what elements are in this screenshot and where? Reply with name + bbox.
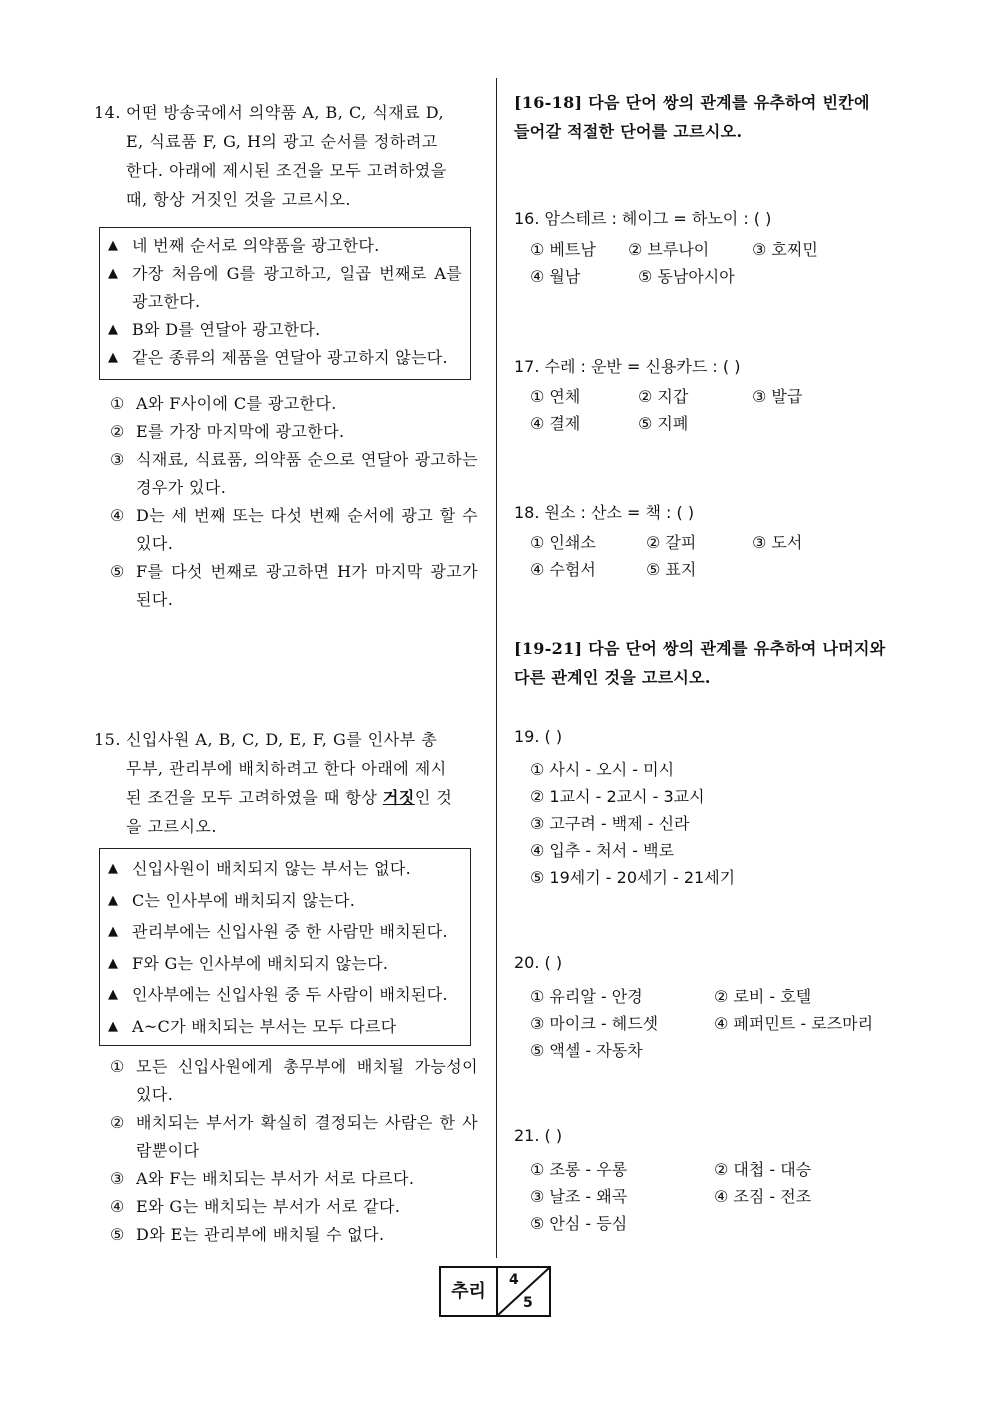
answer-option[interactable]: ④ 조짐 - 전조 [714,1187,812,1206]
answer-option[interactable]: ② 갈피 [646,533,697,552]
answer-option[interactable]: ⑤ 지폐 [638,414,689,433]
page-footer [439,1266,551,1317]
answer-option[interactable]: ④ 입추 - 처서 - 백로 [530,841,675,860]
question-15-conditions [99,848,471,1046]
condition-item: ▲ C는 인사부에 배치되지 않는다. [108,885,462,917]
answer-option[interactable]: ④ 수험서 [530,560,596,579]
answer-option[interactable]: ⑤ 동남아시아 [638,267,735,286]
triangle-icon: ▲ [108,1018,119,1034]
question-14-conditions [99,227,471,380]
section-19-21-heading: [19-21] 다음 단어 쌍의 관계를 유추하여 나머지와 다른 관계인 것을 고르시오. [514,639,886,687]
answer-option[interactable]: ① 베트남 [530,240,596,259]
subject-label: 추리 [441,1268,498,1315]
answer-option[interactable]: ④ 결제 [530,414,581,433]
answer-option[interactable]: ② 지갑 [638,387,689,406]
answer-option[interactable]: ③ A와 F는 배치되는 부서가 서로 다르다. [110,1169,415,1188]
answer-option[interactable]: ① 조롱 - 우롱 [530,1160,628,1179]
answer-option[interactable]: ③ 날조 - 왜곡 [530,1187,628,1206]
question-19-options [530,756,735,891]
triangle-icon: ▲ [108,955,119,971]
answer-option[interactable]: ① 모든 신입사원에게 총무부에 배치될 가능성이 있다. [110,1057,478,1104]
question-21: 21. ( ) [514,1126,563,1145]
triangle-icon: ▲ [108,350,119,365]
answer-option[interactable]: ② E를 가장 마지막에 광고한다. [110,422,345,441]
question-21-options [530,1156,811,1237]
condition-item: ▲ 신입사원이 배치되지 않는 부서는 없다. [108,853,462,885]
answer-option[interactable]: ④ E와 G는 배치되는 부서가 서로 같다. [110,1197,401,1216]
question-17-options [530,383,802,437]
question-14-stem: 14. 어떤 방송국에서 의약품 A, B, C, 식재료 D, E, 식료품 F, G, H의 광고 순서를 정하려고 한다. 아래에 제시된 조건을 모두 고려하였을 때, 항상 거짓인 것을 고르시오. [94,98,478,214]
answer-option[interactable]: ④ 페퍼민트 - 로즈마리 [714,1014,874,1033]
triangle-icon: ▲ [108,238,119,253]
condition-item: ▲ 같은 종류의 제품을 연달아 광고하지 않는다. [108,344,462,372]
answer-option[interactable]: ③ 식재료, 식료품, 의약품 순으로 연달아 광고하는 경우가 있다. [110,450,478,497]
question-20: 20. ( ) [514,953,563,972]
condition-item: ▲ 인사부에는 신입사원 중 두 사람이 배치된다. [108,979,462,1011]
question-number: 14. [94,103,121,122]
emphasis-false: 거짓 [382,788,415,807]
current-page: 4 [509,1272,519,1288]
section-16-18-heading: [16-18] 다음 단어 쌍의 관계를 유추하여 빈칸에 들어갈 적절한 단어를 고르시오. [514,93,870,141]
total-pages: 5 [523,1295,533,1311]
answer-option[interactable]: ① 사시 - 오시 - 미시 [530,760,675,779]
answer-option[interactable]: ⑤ 19세기 - 20세기 - 21세기 [530,868,736,887]
answer-option[interactable]: ③ 마이크 - 헤드셋 [530,1014,659,1033]
answer-option[interactable]: ② 1교시 - 2교시 - 3교시 [530,787,705,806]
answer-option[interactable]: ③ 발급 [752,387,803,406]
answer-option[interactable]: ③ 호찌민 [752,240,818,259]
answer-option[interactable]: ① A와 F사이에 C를 광고한다. [110,394,337,413]
triangle-icon: ▲ [108,892,119,908]
question-15-stem: 15. 신입사원 A, B, C, D, E, F, G를 인사부 총 무부, 관리부에 배치하려고 한다 아래에 제시 된 조건을 모두 고려하였을 때 항상 거짓인 것 을 고르시오. [94,725,478,841]
answer-option[interactable]: ② 대첩 - 대승 [714,1160,812,1179]
answer-option[interactable]: ⑤ 액셀 - 자동차 [530,1041,643,1060]
condition-item: ▲ A~C가 배치되는 부서는 모두 다르다 [108,1011,462,1043]
answer-option[interactable]: ② 배치되는 부서가 확실히 결정되는 사람은 한 사람뿐이다 [110,1113,478,1160]
triangle-icon: ▲ [108,266,119,281]
answer-option[interactable]: ⑤ 안심 - 등심 [530,1214,628,1233]
answer-option[interactable]: ① 연체 [530,387,581,406]
answer-option[interactable]: ① 인쇄소 [530,533,596,552]
answer-option[interactable]: ④ 월남 [530,267,581,286]
answer-option[interactable]: ⑤ 표지 [646,560,697,579]
answer-option[interactable]: ② 로비 - 호텔 [714,987,812,1006]
question-15-options [110,1053,478,1249]
column-divider [496,78,497,1258]
triangle-icon: ▲ [108,322,119,337]
question-16: 16. 암스테르 : 헤이그 = 하노이 : ( ) [514,209,772,228]
question-18: 18. 원소 : 산소 = 책 : ( ) [514,503,695,522]
condition-item: ▲ 가장 처음에 G를 광고하고, 일곱 번째로 A를 광고한다. [108,260,462,316]
condition-item: ▲ 네 번째 순서로 의약품을 광고한다. [108,232,462,260]
answer-option[interactable]: ② 브루나이 [628,240,710,259]
answer-option[interactable]: ⑤ D와 E는 관리부에 배치될 수 없다. [110,1225,385,1244]
answer-option[interactable]: ④ D는 세 번째 또는 다섯 번째 순서에 광고 할 수 있다. [110,506,478,553]
condition-item: ▲ 관리부에는 신입사원 중 한 사람만 배치된다. [108,916,462,948]
question-19: 19. ( ) [514,727,563,746]
answer-option[interactable]: ⑤ F를 다섯 번째로 광고하면 H가 마지막 광고가 된다. [110,562,478,609]
question-18-options [530,529,802,583]
condition-item: ▲ F와 G는 인사부에 배치되지 않는다. [108,948,462,980]
condition-item: ▲ B와 D를 연달아 광고한다. [108,316,462,344]
triangle-icon: ▲ [108,987,119,1002]
question-17: 17. 수레 : 운반 = 신용카드 : ( ) [514,357,741,376]
triangle-icon: ▲ [108,924,119,939]
question-20-options [530,983,873,1064]
question-number: 15. [94,730,121,749]
answer-option[interactable]: ③ 도서 [752,533,803,552]
question-16-options [530,236,818,290]
triangle-icon: ▲ [108,861,119,876]
answer-option[interactable]: ③ 고구려 - 백제 - 신라 [530,814,690,833]
question-14-options [110,390,478,614]
answer-option[interactable]: ① 유리알 - 안경 [530,987,643,1006]
